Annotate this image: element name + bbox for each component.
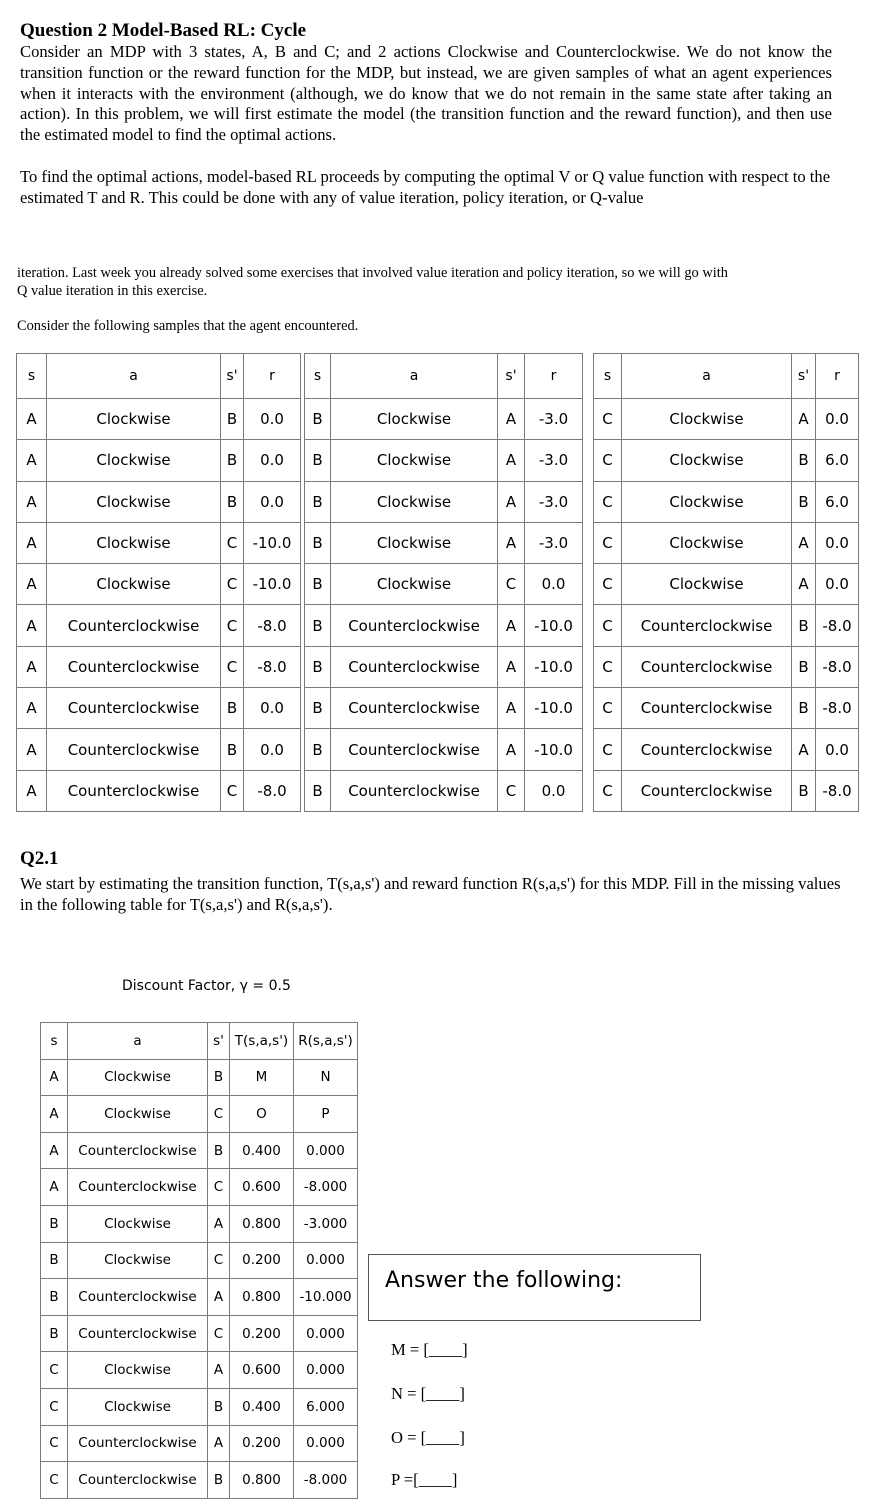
cell-s-prime: C bbox=[208, 1096, 230, 1133]
table-row bbox=[305, 440, 583, 481]
cell-r: -8.0 bbox=[244, 605, 301, 646]
header-a: a bbox=[622, 354, 792, 399]
cell-r: 0.0 bbox=[244, 399, 301, 440]
cell-a: Counterclockwise bbox=[622, 770, 792, 811]
cell-r: -10.0 bbox=[525, 605, 583, 646]
cell-s: B bbox=[305, 522, 331, 563]
table-row bbox=[41, 1059, 358, 1096]
cell-s: B bbox=[305, 605, 331, 646]
cell-s-prime: A bbox=[792, 399, 816, 440]
cell-r: -8.0 bbox=[816, 605, 859, 646]
cell-s: C bbox=[594, 399, 622, 440]
table-row bbox=[594, 564, 859, 605]
cell-a: Clockwise bbox=[47, 481, 221, 522]
cell-transition: 0.400 bbox=[230, 1388, 294, 1425]
cell-s: C bbox=[594, 481, 622, 522]
table-row bbox=[17, 564, 301, 605]
table-row bbox=[17, 399, 301, 440]
cell-s: C bbox=[594, 440, 622, 481]
cell-transition: 0.200 bbox=[230, 1315, 294, 1352]
cell-a: Clockwise bbox=[47, 440, 221, 481]
cell-a: Counterclockwise bbox=[68, 1425, 208, 1462]
cell-r: -10.0 bbox=[525, 729, 583, 770]
cell-a: Counterclockwise bbox=[331, 646, 498, 687]
cell-a: Counterclockwise bbox=[47, 770, 221, 811]
cell-r: -8.0 bbox=[816, 770, 859, 811]
cell-s-prime: C bbox=[208, 1169, 230, 1206]
cell-a: Counterclockwise bbox=[47, 688, 221, 729]
q21-text: We start by estimating the transition function, T(s,a,s') and reward function R(s,a,s') for this MDP. Fill in the missing values in the following table for T(s,a,s') and R(s,a,s'). bbox=[20, 874, 841, 914]
cell-s: B bbox=[305, 481, 331, 522]
cell-s-prime: B bbox=[221, 440, 244, 481]
table-row bbox=[41, 1242, 358, 1279]
cell-s-prime: A bbox=[208, 1279, 230, 1316]
samples-caption: Consider the following samples that the agent encountered. bbox=[17, 318, 359, 334]
cell-s-prime: A bbox=[792, 729, 816, 770]
cell-a: Counterclockwise bbox=[622, 646, 792, 687]
table-row bbox=[305, 770, 583, 811]
header-a: a bbox=[331, 354, 498, 399]
table-row bbox=[594, 605, 859, 646]
cell-a: Clockwise bbox=[47, 399, 221, 440]
cell-s-prime: C bbox=[221, 770, 244, 811]
header-s: s bbox=[41, 1023, 68, 1060]
cell-transition: 0.800 bbox=[230, 1462, 294, 1499]
cell-a: Counterclockwise bbox=[47, 605, 221, 646]
cell-a: Counterclockwise bbox=[47, 729, 221, 770]
cell-s: A bbox=[41, 1169, 68, 1206]
cell-s-prime: A bbox=[498, 440, 525, 481]
cell-s-prime: B bbox=[208, 1132, 230, 1169]
header-s: s bbox=[305, 354, 331, 399]
cell-a: Counterclockwise bbox=[47, 646, 221, 687]
cell-s-prime: A bbox=[498, 522, 525, 563]
cell-s: A bbox=[17, 770, 47, 811]
table-row bbox=[594, 688, 859, 729]
cell-s-prime: C bbox=[208, 1315, 230, 1352]
cell-s-prime: B bbox=[208, 1388, 230, 1425]
cell-s: C bbox=[41, 1425, 68, 1462]
cell-r: -10.0 bbox=[244, 522, 301, 563]
answer-box bbox=[368, 1254, 701, 1321]
cell-s: A bbox=[17, 646, 47, 687]
cell-s-prime: B bbox=[221, 688, 244, 729]
cell-r: 0.0 bbox=[816, 399, 859, 440]
samples-table-state-c bbox=[593, 353, 859, 812]
cell-a: Clockwise bbox=[331, 481, 498, 522]
question-intro-methods: To find the optimal actions, model-based RL proceeds by computing the optimal V or Q value function with respect to the estimated T and R. This could be done with any of value iteration, policy iteration, or Q-value bbox=[20, 167, 831, 207]
table-row bbox=[41, 1205, 358, 1242]
cell-r: 6.0 bbox=[816, 481, 859, 522]
cell-s-prime: A bbox=[208, 1425, 230, 1462]
table-row bbox=[305, 564, 583, 605]
cell-s-prime: C bbox=[498, 564, 525, 605]
cell-a: Clockwise bbox=[331, 564, 498, 605]
cell-s: B bbox=[305, 564, 331, 605]
cell-s-prime: C bbox=[221, 564, 244, 605]
cell-r: 0.0 bbox=[525, 564, 583, 605]
answer-field-p[interactable]: P =[____] bbox=[391, 1470, 458, 1489]
cell-r: 0.0 bbox=[244, 729, 301, 770]
cell-s: B bbox=[41, 1205, 68, 1242]
table-row bbox=[41, 1315, 358, 1352]
cell-r: 0.0 bbox=[244, 440, 301, 481]
cell-transition: O bbox=[230, 1096, 294, 1133]
cell-s-prime: A bbox=[208, 1352, 230, 1389]
table-row bbox=[305, 646, 583, 687]
cell-r: 6.0 bbox=[816, 440, 859, 481]
cell-r: 0.0 bbox=[244, 481, 301, 522]
cell-transition: 0.200 bbox=[230, 1242, 294, 1279]
table-row bbox=[594, 481, 859, 522]
cell-s: C bbox=[594, 729, 622, 770]
cell-s-prime: C bbox=[208, 1242, 230, 1279]
cell-transition: 0.600 bbox=[230, 1169, 294, 1206]
cell-r: -3.0 bbox=[525, 481, 583, 522]
cell-s-prime: C bbox=[221, 605, 244, 646]
samples-table-state-b bbox=[304, 353, 583, 812]
cell-s: B bbox=[41, 1315, 68, 1352]
cell-a: Counterclockwise bbox=[331, 729, 498, 770]
cell-s-prime: B bbox=[792, 646, 816, 687]
cell-s: A bbox=[17, 729, 47, 770]
cell-a: Clockwise bbox=[622, 399, 792, 440]
header-s-prime: s' bbox=[221, 354, 244, 399]
cell-s-prime: B bbox=[792, 440, 816, 481]
question-continuation: iteration. Last week you already solved some exercises that involved value iteration and policy iteration, so we will go with Q value iteration in this exercise. bbox=[17, 265, 728, 299]
cell-s: A bbox=[17, 522, 47, 563]
cell-s: C bbox=[594, 688, 622, 729]
cell-reward: -10.000 bbox=[294, 1279, 358, 1316]
table-row bbox=[17, 729, 301, 770]
cell-s-prime: A bbox=[792, 564, 816, 605]
cell-a: Clockwise bbox=[331, 399, 498, 440]
table-row bbox=[594, 522, 859, 563]
table-row bbox=[305, 522, 583, 563]
cell-a: Clockwise bbox=[331, 522, 498, 563]
cell-r: -8.0 bbox=[244, 646, 301, 687]
answer-field-n[interactable]: N = [____] bbox=[391, 1384, 465, 1403]
cell-s: C bbox=[594, 564, 622, 605]
table-row bbox=[594, 646, 859, 687]
estimated-model-table bbox=[40, 1022, 358, 1499]
table-row bbox=[17, 646, 301, 687]
cell-s-prime: B bbox=[208, 1059, 230, 1096]
cell-a: Clockwise bbox=[622, 440, 792, 481]
cell-s-prime: C bbox=[498, 770, 525, 811]
table-row bbox=[41, 1132, 358, 1169]
cell-s-prime: A bbox=[498, 729, 525, 770]
cell-a: Counterclockwise bbox=[68, 1169, 208, 1206]
cell-a: Counterclockwise bbox=[331, 770, 498, 811]
cell-s: C bbox=[594, 605, 622, 646]
cell-a: Clockwise bbox=[622, 564, 792, 605]
header-s: s bbox=[594, 354, 622, 399]
cell-s-prime: B bbox=[792, 688, 816, 729]
table-row bbox=[17, 440, 301, 481]
cell-a: Counterclockwise bbox=[622, 729, 792, 770]
cell-s: C bbox=[41, 1388, 68, 1425]
cell-s-prime: B bbox=[792, 770, 816, 811]
cell-a: Clockwise bbox=[331, 440, 498, 481]
samples-table-state-a bbox=[16, 353, 301, 812]
cell-reward: 0.000 bbox=[294, 1132, 358, 1169]
table-row bbox=[41, 1279, 358, 1316]
cell-s: C bbox=[594, 646, 622, 687]
cell-a: Counterclockwise bbox=[68, 1132, 208, 1169]
cell-s: A bbox=[17, 688, 47, 729]
header-a: a bbox=[47, 354, 221, 399]
cell-a: Clockwise bbox=[622, 481, 792, 522]
cell-s: A bbox=[41, 1096, 68, 1133]
cell-s: B bbox=[305, 770, 331, 811]
cell-s: B bbox=[41, 1242, 68, 1279]
header-a: a bbox=[68, 1023, 208, 1060]
cell-s: A bbox=[17, 399, 47, 440]
table-row bbox=[305, 399, 583, 440]
header-reward: R(s,a,s') bbox=[294, 1023, 358, 1060]
cell-s-prime: A bbox=[498, 688, 525, 729]
cell-reward: 0.000 bbox=[294, 1425, 358, 1462]
cell-a: Clockwise bbox=[68, 1352, 208, 1389]
cell-a: Clockwise bbox=[68, 1242, 208, 1279]
cell-s-prime: C bbox=[221, 522, 244, 563]
cell-a: Clockwise bbox=[47, 564, 221, 605]
cell-r: -10.0 bbox=[244, 564, 301, 605]
cell-s: A bbox=[17, 605, 47, 646]
cell-s-prime: A bbox=[208, 1205, 230, 1242]
cell-s: A bbox=[41, 1059, 68, 1096]
header-r: r bbox=[244, 354, 301, 399]
q21-title: Q2.1 bbox=[20, 848, 59, 869]
table-row bbox=[305, 481, 583, 522]
cell-a: Clockwise bbox=[68, 1059, 208, 1096]
cell-s: C bbox=[41, 1352, 68, 1389]
cell-a: Clockwise bbox=[68, 1096, 208, 1133]
cell-r: 0.0 bbox=[816, 522, 859, 563]
table-row bbox=[305, 688, 583, 729]
answer-field-m[interactable]: M = [____] bbox=[391, 1340, 468, 1359]
cell-reward: 0.000 bbox=[294, 1315, 358, 1352]
cell-reward: -3.000 bbox=[294, 1205, 358, 1242]
cell-transition: M bbox=[230, 1059, 294, 1096]
cell-transition: 0.200 bbox=[230, 1425, 294, 1462]
table-row bbox=[17, 522, 301, 563]
cell-s-prime: B bbox=[221, 481, 244, 522]
cell-s-prime: B bbox=[792, 481, 816, 522]
cell-s: B bbox=[305, 440, 331, 481]
cell-s: A bbox=[41, 1132, 68, 1169]
cell-s-prime: C bbox=[221, 646, 244, 687]
cell-a: Counterclockwise bbox=[68, 1279, 208, 1316]
cell-r: 0.0 bbox=[816, 729, 859, 770]
cell-reward: N bbox=[294, 1059, 358, 1096]
cell-s-prime: B bbox=[792, 605, 816, 646]
cell-s-prime: B bbox=[221, 729, 244, 770]
cell-a: Clockwise bbox=[68, 1388, 208, 1425]
cell-s: B bbox=[305, 646, 331, 687]
estimated-header-row bbox=[41, 1023, 358, 1060]
cell-a: Counterclockwise bbox=[622, 605, 792, 646]
cell-s: C bbox=[594, 770, 622, 811]
table-row bbox=[41, 1462, 358, 1499]
table-row bbox=[594, 440, 859, 481]
table-row bbox=[594, 729, 859, 770]
cell-a: Counterclockwise bbox=[622, 688, 792, 729]
discount-factor-label: Discount Factor, γ = 0.5 bbox=[122, 978, 291, 994]
cell-r: -8.0 bbox=[244, 770, 301, 811]
cell-r: -8.0 bbox=[816, 688, 859, 729]
answer-field-o[interactable]: O = [____] bbox=[391, 1428, 465, 1447]
cell-a: Counterclockwise bbox=[331, 688, 498, 729]
cell-reward: 6.000 bbox=[294, 1388, 358, 1425]
header-r: r bbox=[816, 354, 859, 399]
cell-reward: 0.000 bbox=[294, 1242, 358, 1279]
question-intro: Consider an MDP with 3 states, A, B and C; and 2 actions Clockwise and Counterclockwise. We do not know the transition function or the reward function for the MDP, but instead, we are given samples of what an agent experiences when it interacts with the environment (although, we do know that we do not remain in the same state after taking an action). In this problem, we will first estimate the model (the transition function and the reward function), and then use the estimated model to find the optimal actions. bbox=[20, 42, 832, 145]
table-row bbox=[41, 1388, 358, 1425]
table-row bbox=[594, 399, 859, 440]
table-row bbox=[41, 1096, 358, 1133]
cell-r: 0.0 bbox=[816, 564, 859, 605]
table-row bbox=[41, 1169, 358, 1206]
cell-a: Counterclockwise bbox=[68, 1462, 208, 1499]
cell-transition: 0.600 bbox=[230, 1352, 294, 1389]
cell-a: Counterclockwise bbox=[331, 605, 498, 646]
cell-r: 0.0 bbox=[244, 688, 301, 729]
header-transition: T(s,a,s') bbox=[230, 1023, 294, 1060]
samples-header-row bbox=[305, 354, 583, 399]
header-s-prime: s' bbox=[792, 354, 816, 399]
cell-s-prime: A bbox=[792, 522, 816, 563]
cell-reward: P bbox=[294, 1096, 358, 1133]
cell-r: -10.0 bbox=[525, 646, 583, 687]
header-r: r bbox=[525, 354, 583, 399]
cell-s: C bbox=[594, 522, 622, 563]
samples-header-row bbox=[17, 354, 301, 399]
cell-a: Clockwise bbox=[68, 1205, 208, 1242]
cell-s-prime: A bbox=[498, 605, 525, 646]
answer-heading: Answer the following: bbox=[385, 1268, 623, 1293]
cell-s: A bbox=[17, 564, 47, 605]
cell-s-prime: B bbox=[208, 1462, 230, 1499]
cell-s: C bbox=[41, 1462, 68, 1499]
cell-s: A bbox=[17, 481, 47, 522]
cell-s: B bbox=[305, 399, 331, 440]
header-s-prime: s' bbox=[498, 354, 525, 399]
cell-a: Counterclockwise bbox=[68, 1315, 208, 1352]
cell-r: -3.0 bbox=[525, 522, 583, 563]
samples-header-row bbox=[594, 354, 859, 399]
cell-s: B bbox=[41, 1279, 68, 1316]
table-row bbox=[17, 481, 301, 522]
cell-transition: 0.800 bbox=[230, 1279, 294, 1316]
cell-r: -3.0 bbox=[525, 440, 583, 481]
table-row bbox=[594, 770, 859, 811]
table-row bbox=[17, 688, 301, 729]
cell-a: Clockwise bbox=[47, 522, 221, 563]
cell-r: -10.0 bbox=[525, 688, 583, 729]
table-row bbox=[17, 605, 301, 646]
cell-r: 0.0 bbox=[525, 770, 583, 811]
cell-transition: 0.800 bbox=[230, 1205, 294, 1242]
cell-s-prime: B bbox=[221, 399, 244, 440]
cell-s-prime: A bbox=[498, 399, 525, 440]
table-row bbox=[17, 770, 301, 811]
table-row bbox=[305, 729, 583, 770]
table-row bbox=[41, 1425, 358, 1462]
cell-r: -8.0 bbox=[816, 646, 859, 687]
header-s-prime: s' bbox=[208, 1023, 230, 1060]
cell-a: Clockwise bbox=[622, 522, 792, 563]
cell-r: -3.0 bbox=[525, 399, 583, 440]
cell-s: A bbox=[17, 440, 47, 481]
cell-s: B bbox=[305, 688, 331, 729]
question-title: Question 2 Model-Based RL: Cycle bbox=[20, 20, 307, 41]
cell-s: B bbox=[305, 729, 331, 770]
header-s: s bbox=[17, 354, 47, 399]
cell-reward: -8.000 bbox=[294, 1169, 358, 1206]
cell-transition: 0.400 bbox=[230, 1132, 294, 1169]
cell-s-prime: A bbox=[498, 646, 525, 687]
table-row bbox=[41, 1352, 358, 1389]
table-row bbox=[305, 605, 583, 646]
cell-s-prime: A bbox=[498, 481, 525, 522]
cell-reward: 0.000 bbox=[294, 1352, 358, 1389]
cell-reward: -8.000 bbox=[294, 1462, 358, 1499]
